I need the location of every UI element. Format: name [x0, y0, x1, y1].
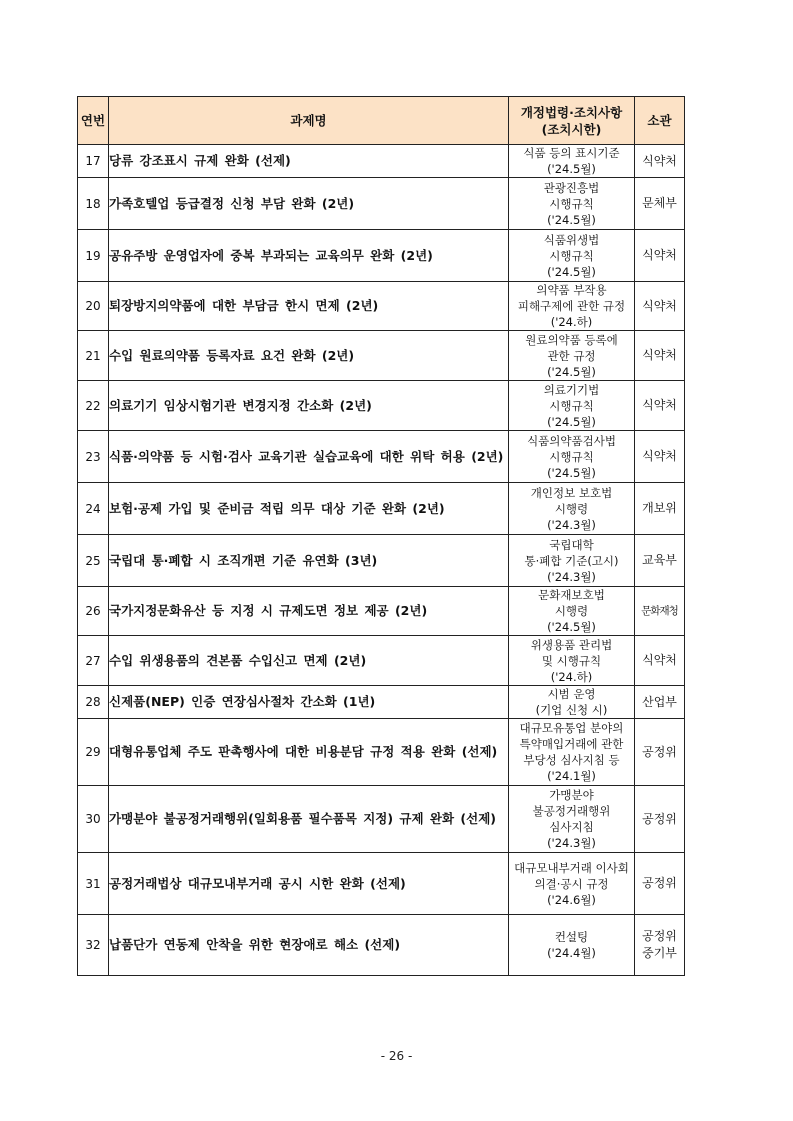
law-line: ('24.3월) — [547, 836, 596, 850]
law-line: 식품의약품검사법 — [527, 433, 616, 448]
table-row — [78, 145, 685, 178]
law-line: 시행령 — [554, 604, 589, 618]
task-name: 가맹분야 불공정거래행위(일회용품 필수품목 지정) 규제 완화 (선제) — [109, 786, 509, 853]
law-line: 부당성 심사지침 등 — [523, 753, 620, 767]
task-name: 당류 강조표시 규제 완화 (선제) — [109, 145, 509, 178]
law-line: ('24.5월) — [547, 212, 596, 227]
agency-line: 공정위 — [642, 811, 677, 826]
task-name: 국가지정문화유산 등 지정 시 규제도면 정보 제공 (2년) — [109, 587, 509, 636]
law-line: 시행령 — [554, 501, 589, 516]
page-number: - 26 - — [380, 1049, 413, 1063]
table-row — [78, 431, 685, 483]
agency-line: 개보위 — [642, 501, 677, 515]
agency-line: 공정위 — [642, 876, 677, 890]
law-measure — [509, 483, 635, 535]
law-line: 문화재보호법 — [538, 588, 605, 602]
law-line: 의약품 부작용 — [536, 283, 607, 297]
law-line: ('24.5월) — [547, 364, 596, 379]
header-law-line: 개정법령·조치사항 — [520, 104, 623, 120]
task-name: 납품단가 연동제 안착을 위한 현장애로 해소 (선제) — [109, 915, 509, 976]
table-row — [78, 483, 685, 535]
header-task: 과제명 — [109, 97, 509, 145]
row-number: 25 — [78, 535, 109, 587]
law-line: 피해구제에 관한 규정 — [517, 299, 626, 313]
responsible-agency — [635, 719, 685, 786]
table-row — [78, 282, 685, 331]
table-row — [78, 230, 685, 282]
row-number: 30 — [78, 786, 109, 853]
table-row — [78, 915, 685, 976]
header-law-line: (조치시한) — [541, 121, 602, 137]
law-line: 대규모유통업 분야의 — [519, 721, 624, 735]
responsible-agency — [635, 587, 685, 636]
law-line: 통·폐합 기준(고시) — [524, 553, 619, 568]
row-number: 28 — [78, 686, 109, 719]
law-measure — [509, 230, 635, 282]
agency-line: 공정위 — [642, 744, 677, 759]
law-line: 및 시행규칙 — [541, 653, 602, 668]
law-line: 관한 규정 — [547, 348, 596, 363]
table-row — [78, 853, 685, 915]
law-line: 시행규칙 — [549, 248, 594, 263]
row-number: 20 — [78, 282, 109, 331]
table-row — [78, 719, 685, 786]
law-line: 국립대학 — [549, 537, 594, 552]
responsible-agency — [635, 915, 685, 976]
law-line: 시범 운영 — [547, 687, 596, 701]
law-line: ('24.1월) — [547, 769, 596, 783]
task-name: 보험·공제 가입 및 준비금 적립 의무 대상 기준 완화 (2년) — [109, 483, 509, 535]
task-name: 국립대 통·폐합 시 조직개편 기준 유연화 (3년) — [109, 535, 509, 587]
agency-line: 식약처 — [642, 248, 677, 262]
agency-line: 공정위 — [642, 929, 677, 943]
law-line: 관광진흥법 — [543, 180, 600, 195]
table-row — [78, 686, 685, 719]
law-line: 심사지침 — [549, 820, 594, 834]
responsible-agency — [635, 853, 685, 915]
law-line: ('24.5월) — [547, 162, 596, 176]
law-line: (기업 신청 시) — [535, 703, 608, 717]
table-row — [78, 636, 685, 686]
agency-line: 식약처 — [642, 298, 677, 313]
task-name: 공유주방 운영업자에 중복 부과되는 교육의무 완화 (2년) — [109, 230, 509, 282]
law-measure — [509, 178, 635, 230]
table-row — [78, 587, 685, 636]
header-num: 연번 — [78, 97, 109, 145]
task-name: 가족호텔업 등급결정 신청 부담 완화 (2년) — [109, 178, 509, 230]
law-line: ('24.3월) — [547, 517, 596, 532]
agency-line: 산업부 — [642, 694, 677, 709]
law-line: ('24.하) — [550, 669, 593, 684]
task-name: 퇴장방지의약품에 대한 부담금 한시 면제 (2년) — [109, 282, 509, 331]
law-line: 개인정보 보호법 — [530, 485, 613, 500]
law-line: 특약매입거래에 관한 — [519, 737, 624, 751]
responsible-agency — [635, 145, 685, 178]
row-number: 32 — [78, 915, 109, 976]
row-number: 29 — [78, 719, 109, 786]
responsible-agency — [635, 686, 685, 719]
law-line: ('24.5월) — [547, 414, 596, 429]
agency-line: 중기부 — [642, 946, 677, 960]
law-line: ('24.5월) — [547, 465, 596, 480]
table-row — [78, 535, 685, 587]
responsible-agency — [635, 381, 685, 431]
row-number: 31 — [78, 853, 109, 915]
table-row — [78, 331, 685, 381]
responsible-agency — [635, 230, 685, 282]
row-number: 24 — [78, 483, 109, 535]
law-line: ('24.3월) — [547, 569, 596, 584]
responsible-agency — [635, 483, 685, 535]
responsible-agency — [635, 178, 685, 230]
agency-line: 식약처 — [642, 348, 677, 362]
agency-line: 식약처 — [642, 153, 677, 168]
task-name: 수입 원료의약품 등록자료 요건 완화 (2년) — [109, 331, 509, 381]
agency-line: 식약처 — [642, 398, 677, 412]
row-number: 23 — [78, 431, 109, 483]
law-measure — [509, 282, 635, 331]
law-measure — [509, 915, 635, 976]
table-body — [78, 145, 685, 976]
law-measure — [509, 331, 635, 381]
law-measure — [509, 636, 635, 686]
row-number: 26 — [78, 587, 109, 636]
law-line: 시행규칙 — [549, 398, 594, 413]
law-line: 식품위생법 — [543, 232, 600, 247]
law-line: ('24.4월) — [547, 946, 596, 960]
law-line: 식품 등의 표시기준 — [523, 146, 620, 160]
responsible-agency — [635, 636, 685, 686]
responsible-agency — [635, 431, 685, 483]
table-row — [78, 786, 685, 853]
law-measure — [509, 145, 635, 178]
law-line: 가맹분야 — [549, 788, 594, 802]
law-measure — [509, 786, 635, 853]
task-name: 의료기기 임상시험기관 변경지정 간소화 (2년) — [109, 381, 509, 431]
law-measure — [509, 431, 635, 483]
regulation-table — [77, 96, 685, 976]
header-org: 소관 — [635, 97, 685, 145]
row-number: 18 — [78, 178, 109, 230]
header-row — [78, 97, 685, 145]
law-measure — [509, 686, 635, 719]
law-line: 시행규칙 — [549, 196, 594, 211]
law-line: ('24.6월) — [547, 892, 596, 907]
task-name: 식품·의약품 등 시험·검사 교육기관 실습교육에 대한 위탁 허용 (2년) — [109, 431, 509, 483]
agency-line: 문체부 — [642, 196, 677, 210]
law-line: 의료기기법 — [543, 382, 600, 397]
task-name: 신제품(NEP) 인증 연장심사절차 간소화 (1년) — [109, 686, 509, 719]
law-line: 위생용품 관리법 — [530, 637, 613, 652]
responsible-agency — [635, 331, 685, 381]
task-name: 수입 위생용품의 견본품 수입신고 면제 (2년) — [109, 636, 509, 686]
law-line: 불공정거래행위 — [532, 804, 611, 818]
task-name: 공정거래법상 대규모내부거래 공시 시한 완화 (선제) — [109, 853, 509, 915]
agency-line: 문화재청 — [641, 604, 678, 617]
row-number: 19 — [78, 230, 109, 282]
law-line: ('24.5월) — [547, 264, 596, 279]
table-row — [78, 381, 685, 431]
row-number: 22 — [78, 381, 109, 431]
header-law — [509, 97, 635, 145]
row-number: 17 — [78, 145, 109, 178]
table-row — [78, 178, 685, 230]
law-measure — [509, 381, 635, 431]
law-line: ('24.5월) — [547, 620, 596, 634]
law-line: 대규모내부거래 이사회 — [514, 860, 629, 875]
law-measure — [509, 535, 635, 587]
law-line: 시행규칙 — [549, 449, 594, 464]
agency-line: 식약처 — [642, 449, 677, 463]
law-line: 의결·공시 규정 — [534, 876, 609, 891]
law-line: ('24.하) — [550, 315, 593, 329]
responsible-agency — [635, 535, 685, 587]
law-measure — [509, 853, 635, 915]
agency-line: 식약처 — [642, 653, 677, 667]
law-measure — [509, 719, 635, 786]
law-line: 원료의약품 등록에 — [525, 332, 618, 347]
row-number: 27 — [78, 636, 109, 686]
responsible-agency — [635, 282, 685, 331]
responsible-agency — [635, 786, 685, 853]
row-number: 21 — [78, 331, 109, 381]
law-measure — [509, 587, 635, 636]
law-line: 컨설팅 — [554, 930, 589, 944]
agency-line: 교육부 — [642, 553, 677, 567]
task-name: 대형유통업체 주도 판촉행사에 대한 비용분담 규정 적용 완화 (선제) — [109, 719, 509, 786]
